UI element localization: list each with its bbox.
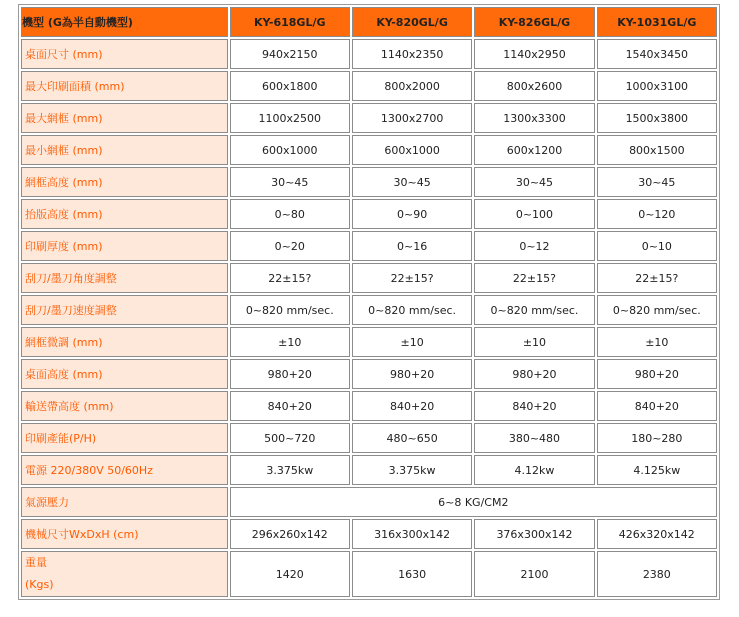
value-cell: 22±15? — [474, 263, 594, 293]
row-label: 最大印刷面積 (mm) — [21, 71, 228, 101]
row-label: 機械尺寸WxDxH (cm) — [21, 519, 228, 549]
table-row — [21, 359, 717, 389]
value-cell: 840+20 — [474, 391, 594, 421]
value-cell: 380~480 — [474, 423, 594, 453]
value-cell: 0~10 — [597, 231, 717, 261]
model-header: KY-826GL/G — [474, 7, 594, 37]
value-cell: 1630 — [352, 551, 472, 597]
value-cell: 600x1800 — [230, 71, 350, 101]
value-cell: 30~45 — [474, 167, 594, 197]
row-label: 印刷厚度 (mm) — [21, 231, 228, 261]
value-cell: 4.125kw — [597, 455, 717, 485]
value-cell: ±10 — [597, 327, 717, 357]
row-label: 網框微調 (mm) — [21, 327, 228, 357]
value-cell: 30~45 — [230, 167, 350, 197]
value-cell: 22±15? — [597, 263, 717, 293]
value-cell: 1420 — [230, 551, 350, 597]
table-row — [21, 487, 717, 517]
row-label-line: (Kgs) — [25, 578, 54, 591]
value-cell: 980+20 — [230, 359, 350, 389]
table-row — [21, 39, 717, 69]
model-header: KY-820GL/G — [352, 7, 472, 37]
row-label: 刮刀/墨刀速度調整 — [21, 295, 228, 325]
table-row — [21, 103, 717, 133]
merged-value-cell: 6~8 KG/CM2 — [230, 487, 717, 517]
value-cell: 1140x2950 — [474, 39, 594, 69]
value-cell: 800x1500 — [597, 135, 717, 165]
table-row — [21, 519, 717, 549]
row-label: 最大網框 (mm) — [21, 103, 228, 133]
value-cell: 1100x2500 — [230, 103, 350, 133]
table-row — [21, 199, 717, 229]
table-row — [21, 423, 717, 453]
value-cell: 1300x2700 — [352, 103, 472, 133]
header-row — [21, 7, 717, 37]
model-header: KY-618GL/G — [230, 7, 350, 37]
value-cell: 0~100 — [474, 199, 594, 229]
value-cell: 980+20 — [597, 359, 717, 389]
row-label: 氣源壓力 — [21, 487, 228, 517]
table-row — [21, 455, 717, 485]
row-label: 印刷產能(P/H) — [21, 423, 228, 453]
value-cell: 500~720 — [230, 423, 350, 453]
value-cell: 980+20 — [352, 359, 472, 389]
model-header: KY-1031GL/G — [597, 7, 717, 37]
value-cell: 480~650 — [352, 423, 472, 453]
table-row — [21, 391, 717, 421]
value-cell: 30~45 — [597, 167, 717, 197]
value-cell: 0~90 — [352, 199, 472, 229]
table-row — [21, 71, 717, 101]
value-cell: 0~820 mm/sec. — [474, 295, 594, 325]
value-cell: 800x2000 — [352, 71, 472, 101]
row-label: 電源 220/380V 50/60Hz — [21, 455, 228, 485]
row-label: 網框高度 (mm) — [21, 167, 228, 197]
value-cell: 0~820 mm/sec. — [230, 295, 350, 325]
row-label: 最小網框 (mm) — [21, 135, 228, 165]
value-cell: ±10 — [352, 327, 472, 357]
value-cell: 0~820 mm/sec. — [597, 295, 717, 325]
value-cell: 0~16 — [352, 231, 472, 261]
value-cell: 30~45 — [352, 167, 472, 197]
table-row — [21, 231, 717, 261]
value-cell: 2100 — [474, 551, 594, 597]
value-cell: 840+20 — [230, 391, 350, 421]
value-cell: 180~280 — [597, 423, 717, 453]
spec-table — [18, 4, 720, 600]
row-label: 桌面尺寸 (mm) — [21, 39, 228, 69]
value-cell: 3.375kw — [352, 455, 472, 485]
table-row — [21, 135, 717, 165]
value-cell: 376x300x142 — [474, 519, 594, 549]
value-cell: 600x1000 — [352, 135, 472, 165]
value-cell: 1300x3300 — [474, 103, 594, 133]
table-row — [21, 263, 717, 293]
value-cell: 0~820 mm/sec. — [352, 295, 472, 325]
value-cell: 840+20 — [352, 391, 472, 421]
row-label: 桌面高度 (mm) — [21, 359, 228, 389]
value-cell: ±10 — [230, 327, 350, 357]
value-cell: 940x2150 — [230, 39, 350, 69]
value-cell: ±10 — [474, 327, 594, 357]
row-label — [21, 551, 228, 597]
value-cell: 1540x3450 — [597, 39, 717, 69]
value-cell: 296x260x142 — [230, 519, 350, 549]
value-cell: 800x2600 — [474, 71, 594, 101]
value-cell: 980+20 — [474, 359, 594, 389]
value-cell: 840+20 — [597, 391, 717, 421]
value-cell: 0~120 — [597, 199, 717, 229]
value-cell: 4.12kw — [474, 455, 594, 485]
header-label: 機型 (G為半自動機型) — [21, 7, 228, 37]
value-cell: 600x1200 — [474, 135, 594, 165]
value-cell: 316x300x142 — [352, 519, 472, 549]
value-cell: 1140x2350 — [352, 39, 472, 69]
row-label: 輸送帶高度 (mm) — [21, 391, 228, 421]
value-cell: 22±15? — [352, 263, 472, 293]
table-row — [21, 167, 717, 197]
table-row — [21, 327, 717, 357]
value-cell: 0~12 — [474, 231, 594, 261]
row-label-line: 重量 — [25, 556, 47, 569]
value-cell: 0~20 — [230, 231, 350, 261]
row-label: 抬版高度 (mm) — [21, 199, 228, 229]
value-cell: 22±15? — [230, 263, 350, 293]
table-row — [21, 551, 717, 597]
value-cell: 600x1000 — [230, 135, 350, 165]
value-cell: 2380 — [597, 551, 717, 597]
value-cell: 0~80 — [230, 199, 350, 229]
table-row — [21, 295, 717, 325]
row-label: 刮刀/墨刀角度調整 — [21, 263, 228, 293]
value-cell: 426x320x142 — [597, 519, 717, 549]
value-cell: 1500x3800 — [597, 103, 717, 133]
value-cell: 1000x3100 — [597, 71, 717, 101]
value-cell: 3.375kw — [230, 455, 350, 485]
